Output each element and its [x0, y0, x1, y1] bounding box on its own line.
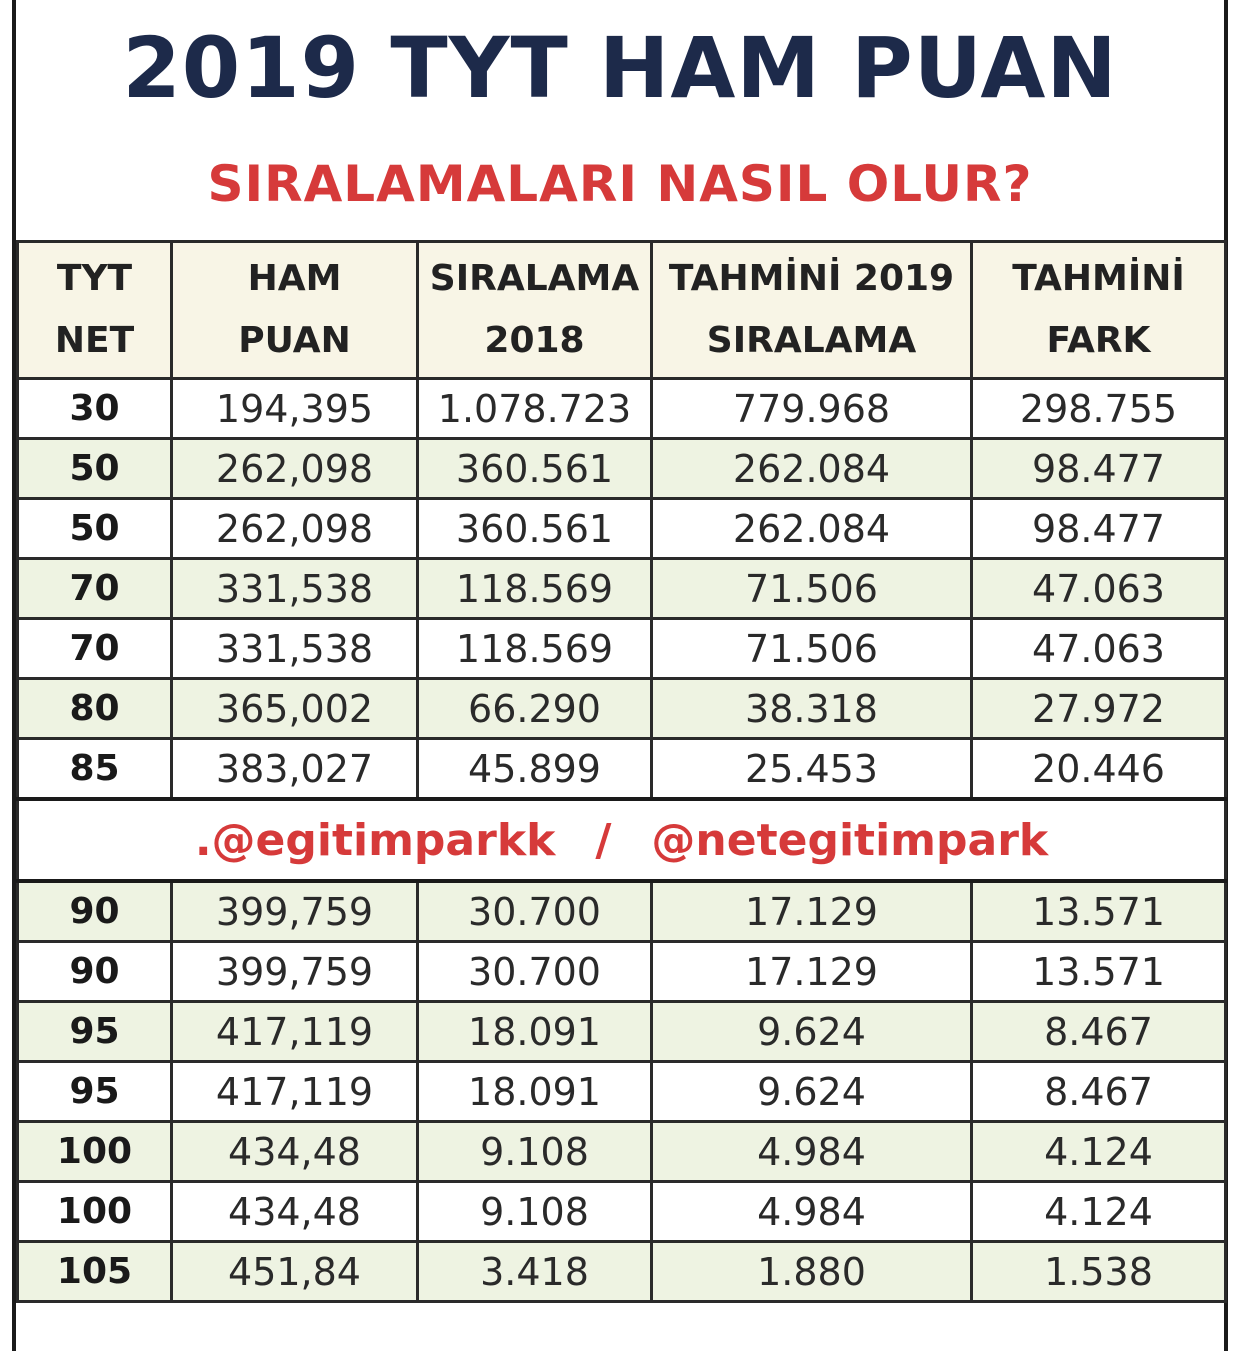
- cell-ham: 451,84: [172, 1242, 418, 1302]
- cell-fark: 298.755: [972, 379, 1226, 439]
- cell-s2019: 17.129: [652, 942, 972, 1002]
- cell-net: 90: [18, 881, 172, 942]
- cell-fark: 13.571: [972, 942, 1226, 1002]
- page-subtitle: SIRALAMALARI NASIL OLUR?: [207, 155, 1033, 213]
- cell-fark: 27.972: [972, 679, 1226, 739]
- cell-s2019: 71.506: [652, 619, 972, 679]
- header-siralama-2018: SIRALAMA 2018: [418, 242, 652, 379]
- cell-net: 95: [18, 1002, 172, 1062]
- social-handles: [18, 799, 1226, 881]
- cell-fark: 47.063: [972, 559, 1226, 619]
- cell-ham: 194,395: [172, 379, 418, 439]
- cell-ham: 365,002: [172, 679, 418, 739]
- cell-ham: 399,759: [172, 881, 418, 942]
- cell-ham: 331,538: [172, 619, 418, 679]
- cell-s2019: 4.984: [652, 1182, 972, 1242]
- cell-s2018: 118.569: [418, 559, 652, 619]
- cell-s2019: 25.453: [652, 739, 972, 800]
- table-row: [18, 1122, 1226, 1182]
- cell-fark: 8.467: [972, 1062, 1226, 1122]
- cell-s2018: 30.700: [418, 881, 652, 942]
- cell-fark: 1.538: [972, 1242, 1226, 1302]
- cell-s2019: 9.624: [652, 1062, 972, 1122]
- table-row: [18, 1002, 1226, 1062]
- cell-ham: 331,538: [172, 559, 418, 619]
- cell-ham: 383,027: [172, 739, 418, 800]
- table-row: [18, 881, 1226, 942]
- cell-fark: 98.477: [972, 439, 1226, 499]
- table-row: [18, 739, 1226, 800]
- cell-s2018: 3.418: [418, 1242, 652, 1302]
- header-tahmini-2019: TAHMİNİ 2019 SIRALAMA: [652, 242, 972, 379]
- cell-net: 80: [18, 679, 172, 739]
- table-row: [18, 379, 1226, 439]
- cell-fark: 8.467: [972, 1002, 1226, 1062]
- cell-s2018: 360.561: [418, 499, 652, 559]
- cell-s2018: 9.108: [418, 1182, 652, 1242]
- cell-fark: 98.477: [972, 499, 1226, 559]
- ranking-table: [16, 240, 1227, 1303]
- table-row: [18, 942, 1226, 1002]
- cell-s2018: 360.561: [418, 439, 652, 499]
- cell-net: 50: [18, 439, 172, 499]
- cell-s2018: 18.091: [418, 1002, 652, 1062]
- cell-s2018: 9.108: [418, 1122, 652, 1182]
- cell-ham: 262,098: [172, 439, 418, 499]
- cell-fark: 13.571: [972, 881, 1226, 942]
- document-frame: [12, 0, 1228, 1351]
- cell-s2019: 262.084: [652, 499, 972, 559]
- table-row: [18, 1182, 1226, 1242]
- cell-s2019: 9.624: [652, 1002, 972, 1062]
- cell-s2019: 262.084: [652, 439, 972, 499]
- cell-net: 105: [18, 1242, 172, 1302]
- cell-net: 30: [18, 379, 172, 439]
- cell-ham: 417,119: [172, 1002, 418, 1062]
- social-separator: /: [595, 814, 612, 866]
- cell-net: 70: [18, 559, 172, 619]
- header-tyt-net: TYT NET: [18, 242, 172, 379]
- cell-net: 70: [18, 619, 172, 679]
- cell-s2018: 30.700: [418, 942, 652, 1002]
- cell-s2019: 4.984: [652, 1122, 972, 1182]
- cell-net: 90: [18, 942, 172, 1002]
- cell-fark: 4.124: [972, 1182, 1226, 1242]
- cell-s2019: 17.129: [652, 881, 972, 942]
- cell-fark: 47.063: [972, 619, 1226, 679]
- cell-ham: 262,098: [172, 499, 418, 559]
- cell-ham: 417,119: [172, 1062, 418, 1122]
- table-row: [18, 679, 1226, 739]
- table-row: [18, 559, 1226, 619]
- table-row: [18, 1062, 1226, 1122]
- cell-fark: 4.124: [972, 1122, 1226, 1182]
- cell-net: 85: [18, 739, 172, 800]
- cell-ham: 434,48: [172, 1122, 418, 1182]
- cell-s2019: 779.968: [652, 379, 972, 439]
- header-tahmini-fark: TAHMİNİ FARK: [972, 242, 1226, 379]
- table-header-row: [18, 242, 1226, 379]
- table-row: [18, 619, 1226, 679]
- cell-s2019: 1.880: [652, 1242, 972, 1302]
- cell-ham: 434,48: [172, 1182, 418, 1242]
- cell-net: 100: [18, 1122, 172, 1182]
- page-title: 2019 TYT HAM PUAN: [122, 19, 1118, 117]
- cell-s2018: 1.078.723: [418, 379, 652, 439]
- cell-net: 95: [18, 1062, 172, 1122]
- table-row: [18, 499, 1226, 559]
- table-row: [18, 439, 1226, 499]
- cell-s2018: 45.899: [418, 739, 652, 800]
- cell-s2018: 66.290: [418, 679, 652, 739]
- cell-s2018: 118.569: [418, 619, 652, 679]
- social-handles-row: [18, 799, 1226, 881]
- cell-s2018: 18.091: [418, 1062, 652, 1122]
- cell-fark: 20.446: [972, 739, 1226, 800]
- cell-s2019: 38.318: [652, 679, 972, 739]
- cell-net: 100: [18, 1182, 172, 1242]
- cell-ham: 399,759: [172, 942, 418, 1002]
- social-handle-netegitimpark[interactable]: @netegitimpark: [651, 814, 1049, 866]
- cell-net: 50: [18, 499, 172, 559]
- cell-s2019: 71.506: [652, 559, 972, 619]
- table-row: [18, 1242, 1226, 1302]
- header-ham-puan: HAM PUAN: [172, 242, 418, 379]
- social-handle-egitimparkk[interactable]: .@egitimparkk: [194, 814, 556, 866]
